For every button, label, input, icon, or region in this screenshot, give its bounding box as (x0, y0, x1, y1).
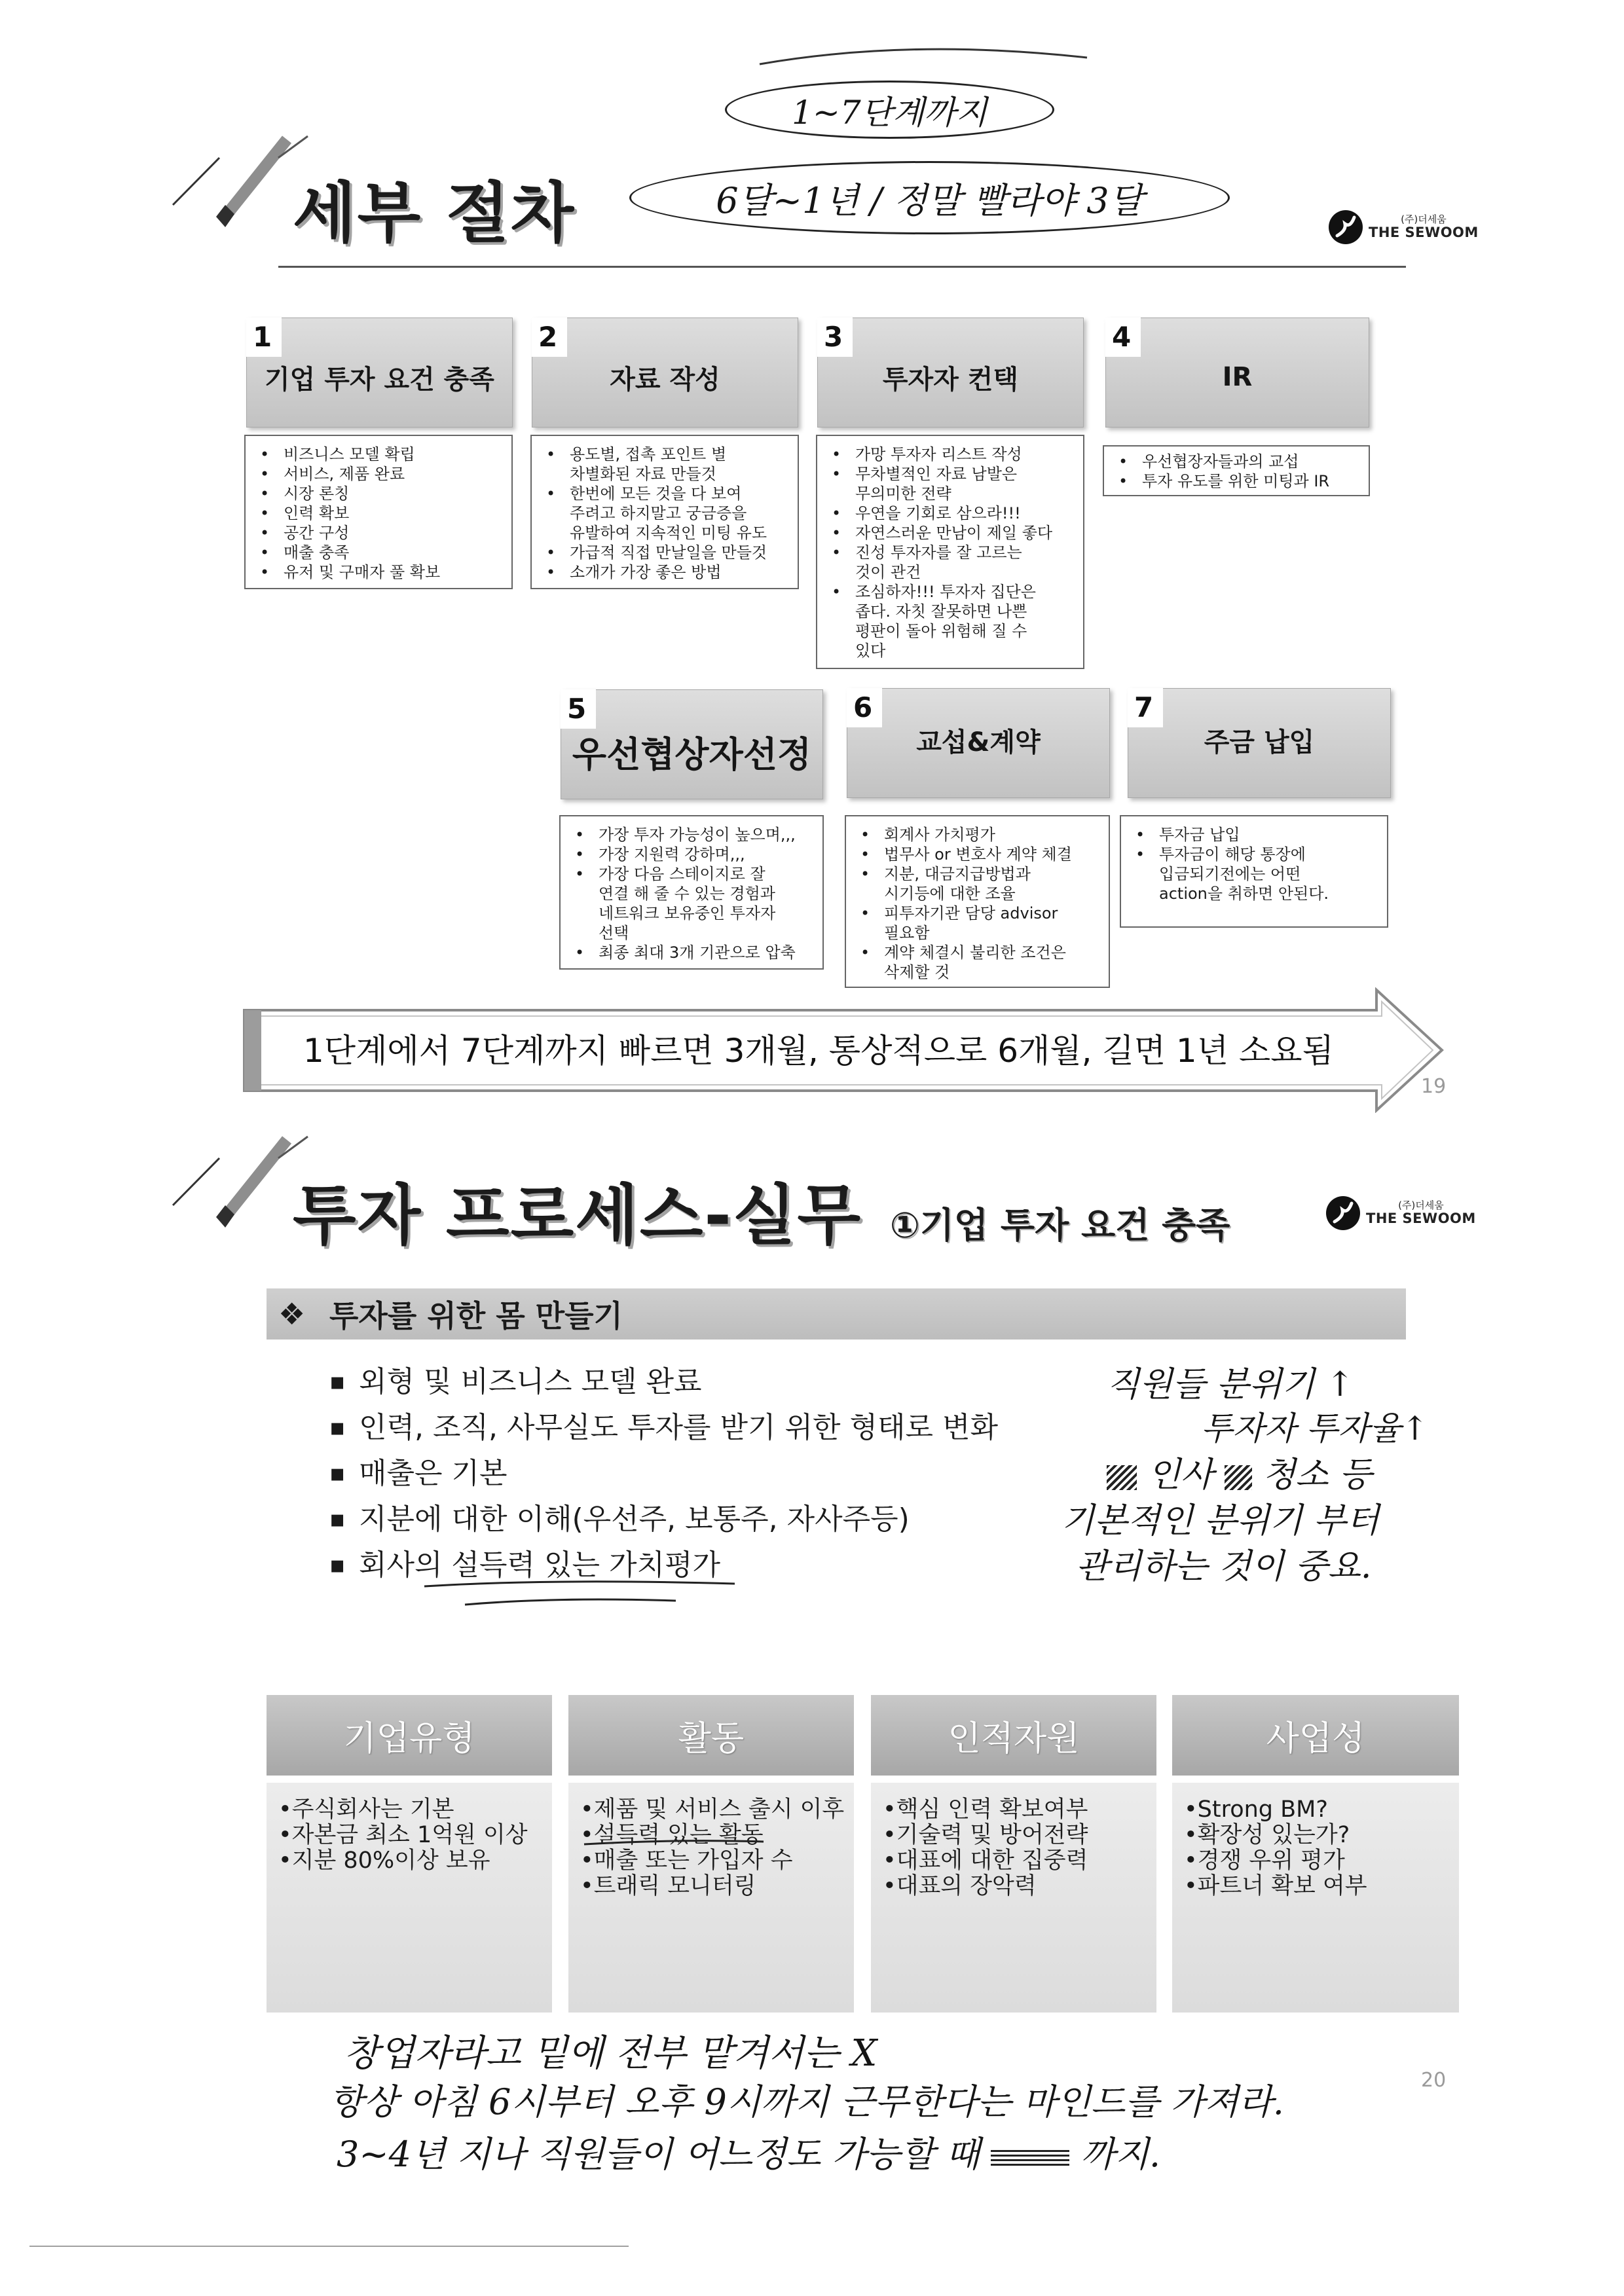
footer-divider (29, 2246, 629, 2247)
logo-korean-name: (주)더세움 (1398, 1199, 1444, 1212)
handwritten-note: 창업자라고 밑에 전부 맡겨서는 X (344, 2032, 877, 2075)
step-5-details (559, 815, 824, 970)
list-item: •경쟁 우위 평가 (1184, 1848, 1345, 1874)
step-1-details (244, 435, 513, 589)
step-2-header (532, 318, 798, 428)
step-label: 투자자 컨택 (882, 364, 1019, 395)
card-header-company-type: 기업유형 (267, 1695, 552, 1776)
list-item: •주식회사는 기본 (278, 1796, 454, 1823)
process-duration-summary: 1단계에서 7단계까지 빠르면 3개월, 통상적으로 6개월, 길면 1년 소요됨 (303, 1032, 1334, 1070)
step-number: 1 (246, 318, 282, 357)
step-1-header (246, 318, 513, 428)
step-6-details (845, 815, 1110, 988)
sewoom-logo-icon (1325, 1195, 1361, 1231)
handwritten-note: 항상 아침 6시부터 오후 9시까지 근무한다는 마인드를 가져라. (329, 2081, 1284, 2123)
list-item: • 투자금이 해당 통장에 입금되기전에는 어떤 action을 취하면 안된다. (1159, 845, 1382, 903)
list-item: •기술력 및 방어전략 (883, 1822, 1088, 1848)
list-item: •대표의 장악력 (883, 1873, 1037, 1899)
list-item: • 법무사 or 변호사 계약 체결 (884, 845, 1103, 864)
handwritten-arc-mark (753, 38, 1094, 71)
list-item: • 공간 구성 (284, 523, 506, 543)
list-item: ▪ 외형 및 비즈니스 모델 완료 (329, 1359, 998, 1405)
step-3-header (817, 318, 1084, 428)
list-item: • 우연을 기회로 삼으라!!! (855, 503, 1078, 523)
card-body-activity (568, 1783, 854, 2013)
list-item: •지분 80%이상 보유 (278, 1848, 490, 1874)
handwritten-underline-mark (419, 1575, 747, 1614)
step-5-header (561, 689, 823, 799)
list-item: • 용도별, 접촉 포인트 별 차별화된 자료 만들것 (570, 445, 792, 484)
list-item: •확장성 있는가? (1184, 1822, 1350, 1848)
sewoom-logo (1328, 210, 1479, 245)
step-label: IR (1222, 362, 1253, 392)
page-number: 20 (1421, 2069, 1447, 2092)
step-2-details (530, 435, 799, 589)
logo-english-name: THE SEWOOM (1369, 224, 1479, 240)
card-body-human-resources (871, 1783, 1156, 2013)
list-item: • 한번에 모든 것을 다 보여 주려고 하지말고 궁금증을 유발하여 지속적인 미팅 유도 (570, 484, 792, 543)
step-number: 2 (532, 318, 567, 357)
handwritten-oval-note-main (629, 161, 1230, 234)
list-item: • 지분, 대금지급방법과 시기등에 대한 조율 (884, 864, 1103, 903)
list-item: ▪ 지분에 대한 이해(우선주, 보통주, 자사주등) (329, 1497, 998, 1542)
handwritten-note (1107, 1447, 1372, 1496)
list-item: •Strong BM? (1184, 1796, 1328, 1823)
title-divider (278, 266, 1406, 268)
handwritten-note: 6달~1년 / 정말 빨라야 3달 (716, 179, 1143, 221)
card-body-company-type (267, 1783, 552, 2013)
step-5-list (561, 825, 817, 962)
list-item: • 가망 투자자 리스트 작성 (855, 445, 1078, 464)
card-header-activity: 활동 (568, 1695, 854, 1776)
list-item: • 유저 및 구매자 풀 확보 (284, 562, 506, 582)
list-item: • 시장 론칭 (284, 484, 506, 503)
step-number: 5 (561, 689, 596, 729)
card-header-business-viability: 사업성 (1172, 1695, 1459, 1776)
list-item: • 우선협장자들과의 교섭 (1142, 452, 1363, 471)
list-item: ▪ 매출은 기본 (329, 1451, 998, 1497)
scribble-mark (991, 2149, 1069, 2166)
list-item: • 소개가 가장 좋은 방법 (570, 562, 792, 582)
step-6-header (847, 688, 1110, 798)
page-number: 19 (1421, 1075, 1447, 1098)
handwritten-note-part: 3~4년 지나 직원들이 어느정도 가능할 때 (337, 2134, 980, 2175)
step-7-details (1120, 815, 1388, 928)
list-item: • 매출 충족 (284, 543, 506, 562)
list-item: • 회계사 가치평가 (884, 825, 1103, 845)
step-3-list (817, 445, 1078, 661)
section-header (267, 1288, 1406, 1339)
page-title: 투자 프로세스-실무 (293, 1177, 862, 1254)
list-item: • 조심하자!!! 투자자 집단은 좁다. 자칫 잘못하면 나쁜 평판이 돌아 위험해 질 수 있다 (855, 582, 1078, 661)
list-item: •제품 및 서비스 출시 이후 (580, 1796, 845, 1823)
step-4-details (1103, 445, 1370, 496)
list-item: •핵심 인력 확보여부 (883, 1796, 1088, 1823)
step-label: 교섭&계약 (916, 727, 1041, 757)
list-item: • 투자금 납입 (1159, 825, 1382, 845)
step-number: 4 (1105, 318, 1141, 357)
handwritten-note-part: 청소 등 (1263, 1455, 1373, 1495)
step-3-details (816, 435, 1084, 669)
step-7-list (1121, 825, 1382, 903)
list-item: •설득력 있는 활동 (580, 1822, 764, 1848)
handwritten-note: 투자자 투자율↑ (1201, 1410, 1429, 1448)
scribble-mark (1107, 1465, 1137, 1490)
step-7-header (1128, 688, 1391, 798)
page-title: 세부 절차 (293, 175, 576, 251)
handwritten-oval-note-top (725, 81, 1054, 139)
list-item: • 가장 투자 가능성이 높으며,,, (599, 825, 817, 845)
list-item: •자본금 최소 1억원 이상 (278, 1822, 528, 1848)
list-item: • 가급적 직접 만날일을 만들것 (570, 543, 792, 562)
handwritten-note: 관리하는 것이 중요. (1076, 1547, 1372, 1586)
list-item: • 비즈니스 모델 확립 (284, 445, 506, 464)
sewoom-logo (1325, 1195, 1476, 1231)
step-4-list (1104, 452, 1363, 491)
handwritten-note: 기본적인 분위기 부터 (1061, 1501, 1380, 1540)
list-item: • 가장 다음 스테이지로 잘 연결 해 줄 수 있는 경험과 네트워크 보유중인 투자자 선택 (599, 864, 817, 943)
list-item: •트래릭 모니터링 (580, 1873, 756, 1899)
list-item: • 자연스러운 만남이 제일 좋다 (855, 523, 1078, 543)
list-item: •대표에 대한 집중력 (883, 1848, 1088, 1874)
list-item: • 최종 최대 3개 기관으로 압축 (599, 943, 817, 962)
scribble-mark (1225, 1465, 1252, 1490)
sewoom-logo-icon (1328, 210, 1363, 245)
step-label: 기업 투자 요건 충족 (265, 364, 494, 395)
logo-korean-name: (주)더세움 (1401, 213, 1447, 226)
list-item: • 무차별적인 자료 남발은 무의미한 전략 (855, 464, 1078, 503)
step-1-list (246, 445, 506, 582)
handwritten-note: 1~7단계까지 (792, 93, 987, 132)
list-item: ▪ 회사의 설득력 있는 가치평가 (329, 1542, 998, 1588)
handwritten-note: 직원들 분위기 ↑ (1107, 1365, 1355, 1404)
diamond-bullet-icon: ❖ (278, 1296, 306, 1332)
handwritten-note (337, 2126, 1160, 2177)
logo-english-name: THE SEWOOM (1366, 1210, 1476, 1226)
handwritten-note-part: 인사 (1147, 1455, 1213, 1495)
list-item: • 계약 체결시 불리한 조건은 삭제할 것 (884, 943, 1103, 982)
step-4-header (1105, 318, 1369, 428)
list-item: •파트너 확보 여부 (1184, 1873, 1367, 1899)
list-item: ▪ 인력, 조직, 사무실도 투자를 받기 위한 형태로 변화 (329, 1405, 998, 1451)
handwritten-underline-mark (583, 1836, 766, 1850)
card-header-human-resources: 인적자원 (871, 1695, 1156, 1776)
list-item: • 서비스, 제품 완료 (284, 464, 506, 484)
list-item: • 투자 유도를 위한 미팅과 IR (1142, 471, 1363, 491)
section-header-label: 투자를 위한 몸 만들기 (329, 1298, 623, 1334)
list-item: •매출 또는 가입자 수 (580, 1848, 793, 1874)
step-label: 주금 납입 (1204, 727, 1315, 757)
step-number: 3 (817, 318, 853, 357)
list-item: • 피투자기관 담당 advisor 필요함 (884, 903, 1103, 943)
step-number: 6 (847, 688, 882, 727)
step-label: 우선협상자선정 (572, 733, 812, 775)
step-number: 7 (1128, 688, 1163, 727)
step-6-list (846, 825, 1103, 982)
list-item: • 진성 투자자를 잘 고르는 것이 관건 (855, 543, 1078, 582)
card-body-business-viability (1172, 1783, 1459, 2013)
handwritten-note-part: 까지. (1080, 2134, 1161, 2175)
requirements-list (329, 1359, 998, 1588)
list-item: • 인력 확보 (284, 503, 506, 523)
page-subtitle: ①기업 투자 요건 충족 (890, 1205, 1230, 1246)
step-label: 자료 작성 (610, 364, 720, 395)
step-2-list (532, 445, 792, 582)
list-item: • 가장 지원력 강하며,,, (599, 845, 817, 864)
